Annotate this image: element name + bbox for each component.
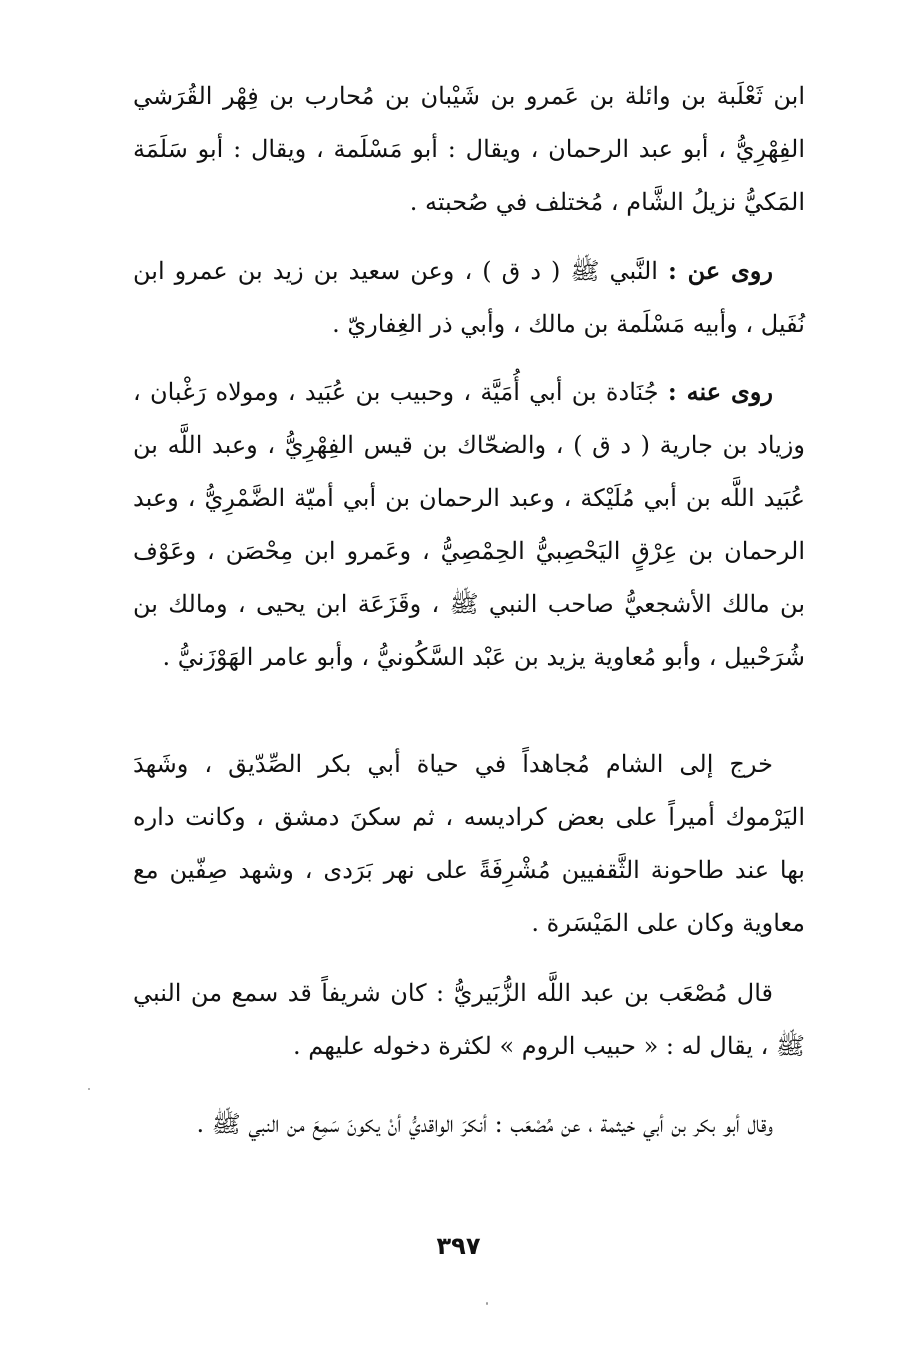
narrated-by-text xyxy=(133,365,805,684)
lineage-text: ابن ثَعْلَبة بن وائلة بن عَمرو بن شَيْبان بن مُحارب بن فِهْر القُرَشي الفِهْرِيُّ ، أبو عبد الرحمان ، ويقال : أبو مَسْلَمة ، ويقال : أبو سَلَمَة المَكيُّ نزيلُ الشَّام ، مُختلف في صُحبته . xyxy=(133,82,806,216)
biography-text: خرج إلى الشام مُجاهداً في حياة أبي بكر الصِّدّيق ، وشَهدَ اليَرْموك أميراً على بعض كراديسه ، ثم سكنَ دمشق ، وكانت داره بها عند طاحونة الثَّقفيين مُشْرِفَةً على نهر بَرَدى ، وشهد صِفّين مع معاوية وكان على المَيْسَرة . xyxy=(133,750,805,937)
paragraph-biography xyxy=(133,738,805,950)
narrated-from-label: روى عن : xyxy=(668,256,773,285)
musab-quote-text: قال مُصْعَب بن عبد اللَّه الزُّبَيريُّ : كان شريفاً قد سمع من النبي ﷺ ، يقال له : « حبيب الروم » لكثرة دخوله عليهم . xyxy=(133,979,805,1060)
margin-speck xyxy=(88,1088,90,1090)
page-number: ٣٩٧ xyxy=(436,1232,481,1260)
narrated-from-body: النَّبي ﷺ ( د ق ) ، وعن سعيد بن زيد بن عمرو ابن نُفَيل ، وأبيه مَسْلَمة بن مالك ، وأبي ذر الغِفاريّ . xyxy=(133,257,805,338)
paragraph-narrated-from xyxy=(133,244,805,351)
paragraph-musab-quote xyxy=(133,967,805,1073)
narrated-by-label: روى عنه : xyxy=(667,377,773,406)
narrated-by-body: جُنَادة بن أبي أُمَيَّة ، وحبيب بن عُبَيد ، ومولاه رَغْبان ، وزياد بن جارية ( د ق ) ، والضحّاك بن قيس الفِهْرِيُّ ، وعبد اللَّه بن عُبَيد اللَّه بن أبي مُلَيْكة ، وعبد الرحمان بن أبي أميّة الضَّمْرِيُّ ، وعبد الرحمان بن عِرْقٍ اليَحْصِبيُّ الحِمْصِيُّ ، وعَمرو ابن مِحْصَن ، وعَوْف بن مالك الأشجعيُّ صاحب النبي ﷺ ، وقَزَعَة ابن يحيى ، ومالك بن شُرَحْبيل ، وأبو مُعاوية يزيد بن عَبْد السَّكُونيُّ ، وأبو عامر الهَوْزَنيُّ . xyxy=(133,378,805,671)
khaythama-quote-text: وقال أبو بكر بن أبي خيثمة ، عن مُصْعَب : أنكرَ الواقديُّ أنْ يكونَ سَمِعَ من النبي ﷺ . xyxy=(196,1110,773,1138)
paragraph-lineage xyxy=(133,70,805,229)
narrated-from-text xyxy=(133,244,805,351)
margin-speck xyxy=(486,1302,488,1305)
paragraph-narrated-by xyxy=(133,365,805,684)
paragraph-khaythama-quote xyxy=(133,1098,805,1151)
